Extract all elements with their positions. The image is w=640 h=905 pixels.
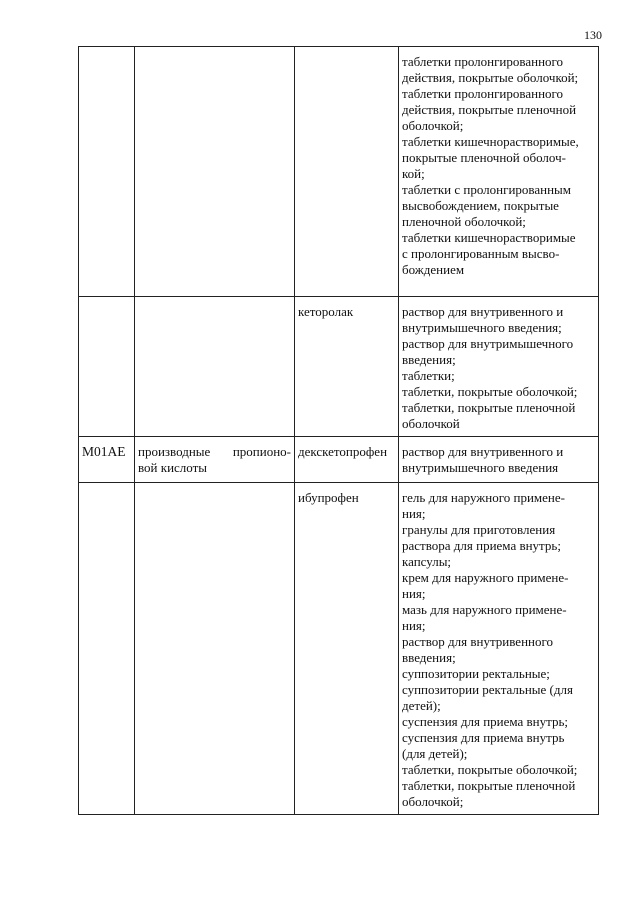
group-cell (135, 297, 295, 437)
atc-code-cell (79, 297, 135, 437)
group-cell: производные пропионо-вой кислоты (135, 437, 295, 483)
dosage-forms-cell: раствор для внутривенного и внутримышечного введения (399, 437, 599, 483)
group-cell (135, 483, 295, 815)
table-row (79, 47, 599, 297)
atc-code-cell (79, 47, 135, 297)
dosage-forms-cell: таблетки пролонгированного действия, покрытые оболочкой; таблетки пролонгированного действия, покрытые пленочной оболочкой; таблетки кишечнорастворимые, покрытые пленочной оболоч- кой; таблетки с пролонгированным высвобождением, покрытые пленочной оболочкой; таблетки кишечнорастворимые с пролонгированным высво- бождением (399, 47, 599, 297)
table-row (79, 297, 599, 437)
drug-name-cell: ибупрофен (295, 483, 399, 815)
drug-name-cell: кеторолак (295, 297, 399, 437)
group-cell (135, 47, 295, 297)
page-number: 130 (584, 28, 602, 42)
dosage-forms-cell: раствор для внутривенного и внутримышечного введения; раствор для внутримышечного введения; таблетки; таблетки, покрытые оболочкой; таблетки, покрытые пленочной оболочкой (399, 297, 599, 437)
drug-name-cell (295, 47, 399, 297)
atc-code-cell (79, 483, 135, 815)
dosage-forms-cell: гель для наружного примене- ния; гранулы для приготовления раствора для приема внутрь; капсулы; крем для наружного примене- ния; мазь для наружного примене- ния; раствор для внутривенного введения; суппозитории ректальные; суппозитории ректальные (для детей); суспензия для приема внутрь; суспензия для приема внутрь (для детей); таблетки, покрытые оболочкой; таблетки, покрытые пленочной оболочкой; (399, 483, 599, 815)
atc-code-cell: M01AE (79, 437, 135, 483)
table-row (79, 483, 599, 815)
drug-table (78, 46, 599, 815)
drug-name-cell: декскетопрофен (295, 437, 399, 483)
table-row (79, 437, 599, 483)
